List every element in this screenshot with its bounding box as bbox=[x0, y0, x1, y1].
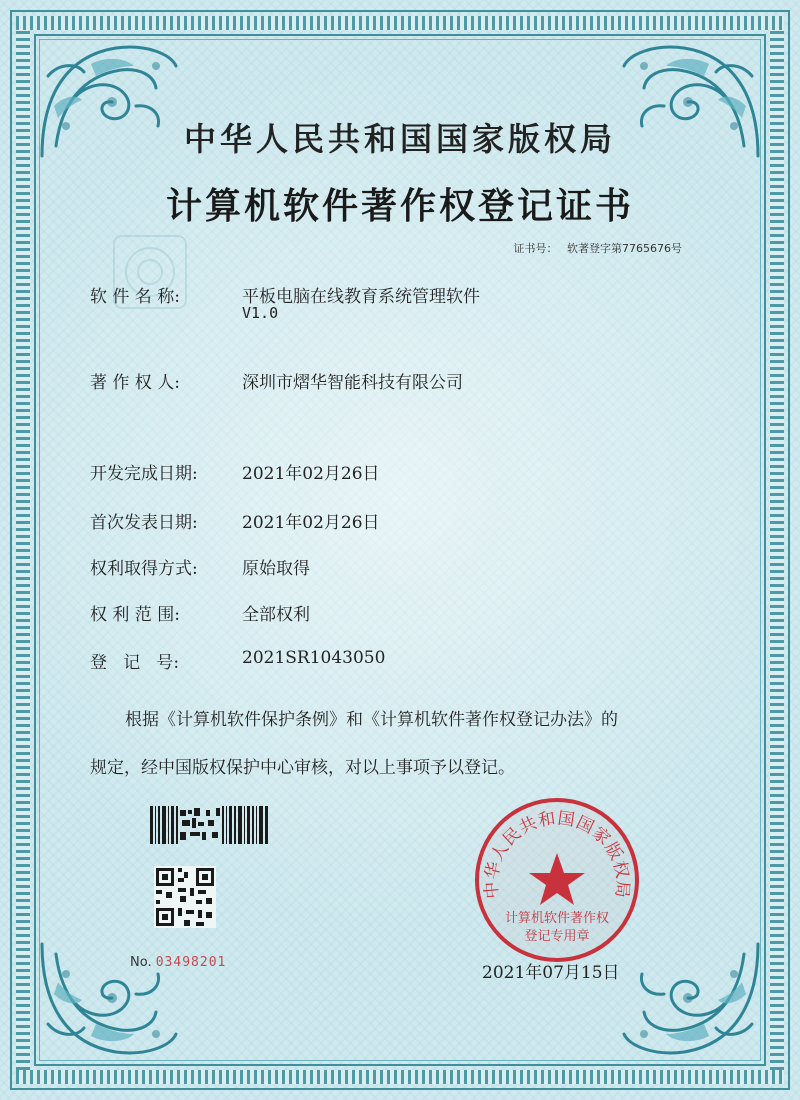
serial-number bbox=[130, 955, 226, 970]
certificate-number-label: 证书号： bbox=[513, 242, 558, 255]
serial-number-label: No. bbox=[130, 955, 152, 970]
qr-code-icon bbox=[154, 866, 216, 928]
dev-date-label: 开发完成日期: bbox=[90, 464, 198, 484]
rights-scope-value: 全部权利 bbox=[242, 605, 310, 625]
acquire-method-value: 原始取得 bbox=[242, 559, 310, 579]
software-version: V1.0 bbox=[242, 304, 279, 322]
barcode-icon bbox=[150, 806, 268, 844]
statement-line-1: 根据《计算机软件保护条例》和《计算机软件著作权登记办法》的 bbox=[125, 710, 618, 730]
owner-label: 著 作 权 人: bbox=[90, 373, 180, 393]
document-title: 计算机软件著作权登记证书 bbox=[165, 185, 634, 227]
certificate-number bbox=[508, 240, 683, 256]
seal-center-line-1: 计算机软件著作权 bbox=[504, 911, 610, 926]
registration-number-value: 2021SR1043050 bbox=[242, 648, 386, 668]
acquire-method-label: 权利取得方式: bbox=[90, 559, 198, 579]
corner-ornament-bottom-left bbox=[36, 934, 186, 1064]
software-name-value: 平板电脑在线教育系统管理软件 bbox=[242, 287, 480, 307]
dev-date-value: 2021年02月26日 bbox=[242, 464, 380, 484]
rights-scope-label: 权 利 范 围: bbox=[90, 605, 180, 625]
statement-line-2: 规定，经中国版权保护中心审核，对以上事项予以登记。 bbox=[90, 758, 515, 778]
seal-ring-text: 中华人民共和国国家版权局 bbox=[481, 808, 633, 900]
certificate-number-value: 软著登字第7765676号 bbox=[567, 242, 682, 255]
registration-number-label: 登 记 号: bbox=[90, 653, 180, 673]
publish-date-value: 2021年02月26日 bbox=[242, 513, 380, 533]
issuing-authority: 中华人民共和国国家版权局 bbox=[183, 120, 616, 158]
official-seal-icon bbox=[472, 795, 642, 965]
software-name-label: 软 件 名 称: bbox=[90, 287, 180, 307]
publish-date-label: 首次发表日期: bbox=[90, 513, 198, 533]
serial-number-value: 03498201 bbox=[155, 955, 227, 970]
issue-date: 2021年07月15日 bbox=[482, 963, 620, 983]
seal-center-line-2: 登记专用章 bbox=[524, 929, 590, 944]
owner-value: 深圳市熠华智能科技有限公司 bbox=[242, 373, 463, 393]
